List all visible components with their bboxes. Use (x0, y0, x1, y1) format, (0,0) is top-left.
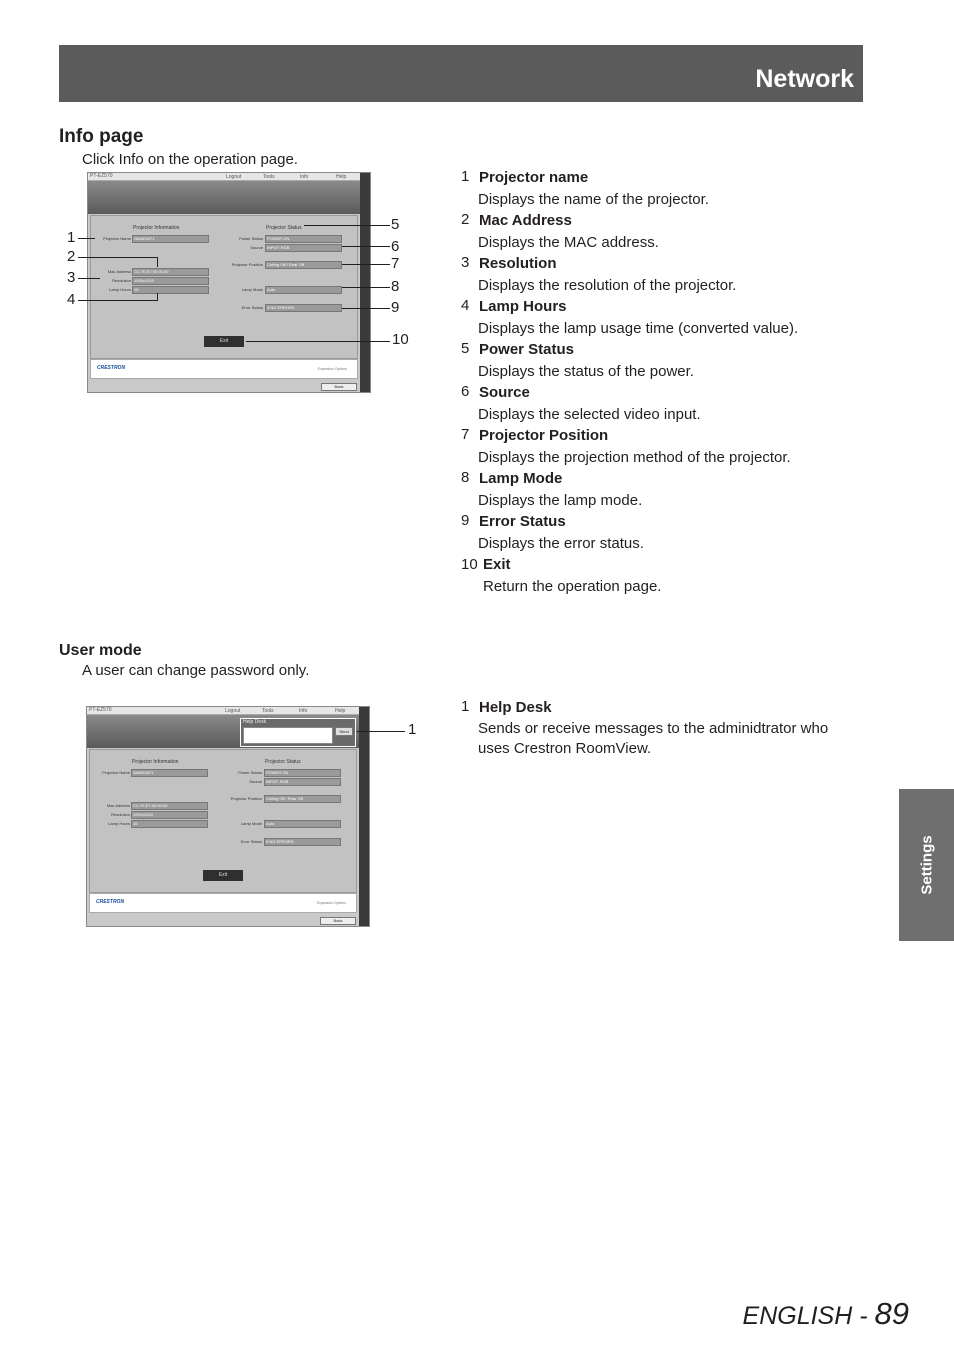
power-status-label: Power Status (238, 770, 262, 775)
back-button[interactable]: Back (321, 383, 357, 391)
menu-logout: Logout (225, 708, 241, 714)
item-7-num: 7 (461, 426, 470, 443)
back-button[interactable]: Back (320, 917, 356, 925)
expansion-options-link[interactable]: Expansion Options (317, 367, 347, 371)
mac-address-label: Mac Address (107, 269, 131, 274)
item-2-num: 2 (461, 211, 470, 228)
menu-info: Info (300, 174, 309, 180)
lamp-hours-field: 16 (132, 286, 209, 294)
screenshot-info-panel (90, 215, 358, 359)
screenshot-footer (89, 893, 357, 913)
projector-name-field: NAME4971 (132, 235, 209, 243)
power-status-field: POWER ON (264, 769, 341, 777)
source-field: INPUT: RGB (264, 778, 341, 786)
menu-tools: Tools (263, 174, 275, 180)
item-8-num: 8 (461, 469, 470, 486)
item-3-title: Resolution (479, 255, 557, 272)
resolution-label: Resolution (111, 812, 130, 817)
leader-line-8 (342, 287, 390, 288)
crestron-logo: CRESTRON (97, 365, 126, 371)
item-5-title: Power Status (479, 341, 575, 358)
item-1-desc: Displays the name of the projector. (478, 191, 709, 208)
resolution-field: 1920x1200 (131, 811, 208, 819)
item-6-title: Source (479, 384, 530, 401)
help-desk-num: 1 (461, 698, 470, 715)
model-label: PT-EZ570 (89, 707, 112, 713)
leader-line-9 (342, 308, 390, 309)
leader-line-5 (304, 225, 390, 226)
item-3-desc: Displays the resolution of the projector. (478, 277, 737, 294)
settings-side-tab-label: Settings (918, 835, 935, 895)
item-1-num: 1 (461, 168, 470, 185)
mac-address-field: CC:7E:E7:00:00:00 (132, 268, 209, 276)
section-title: Network (755, 65, 854, 93)
item-1-title: Projector name (479, 169, 589, 186)
item-2-desc: Displays the MAC address. (478, 234, 659, 251)
help-desk-message-input[interactable] (243, 727, 333, 744)
lamp-hours-field: 16 (131, 820, 208, 828)
item-5-desc: Displays the status of the power. (478, 363, 694, 380)
lamp-mode-label: Lamp Mode (240, 821, 262, 826)
item-7-title: Projector Position (479, 427, 609, 444)
callout-9: 9 (391, 299, 400, 316)
projector-status-title: Projector Status (265, 759, 301, 765)
item-4-title: Lamp Hours (479, 298, 567, 315)
screenshot-banner (88, 181, 370, 214)
mac-address-label: Mac Address (106, 803, 130, 808)
info-page-heading: Info page (59, 126, 144, 147)
screenshot-info-panel (89, 749, 357, 893)
callout-4: 4 (67, 291, 76, 308)
help-desk-title-text: Help Desk (479, 699, 552, 716)
footer-separator: - (852, 1302, 875, 1330)
callout-help-desk: 1 (408, 721, 417, 738)
leader-line-4b (157, 293, 158, 301)
item-5-num: 5 (461, 340, 470, 357)
callout-2: 2 (67, 248, 76, 265)
resolution-label: Resolution (112, 278, 131, 283)
item-4-num: 4 (461, 297, 470, 314)
user-mode-heading: User mode (59, 642, 142, 659)
leader-line-1 (78, 238, 95, 239)
menu-logout: Logout (226, 174, 242, 180)
info-page-screenshot (87, 172, 371, 393)
lamp-mode-field: Auto (265, 286, 342, 294)
item-9-num: 9 (461, 512, 470, 529)
callout-6: 6 (391, 238, 400, 255)
leader-line-6 (342, 246, 390, 247)
source-label: Source (250, 245, 263, 250)
item-8-desc: Displays the lamp mode. (478, 492, 643, 509)
help-desk-desc-line2: uses Crestron RoomView. (478, 740, 652, 757)
screenshot-footer (90, 359, 358, 379)
error-status-label: Error Status (241, 305, 263, 310)
header-band (59, 45, 863, 102)
callout-1: 1 (67, 229, 76, 246)
callout-3: 3 (67, 269, 76, 286)
callout-5: 5 (391, 216, 400, 233)
source-label: Source (249, 779, 262, 784)
settings-side-tab (899, 789, 954, 941)
item-10-title: Exit (483, 556, 511, 573)
leader-line-10 (246, 341, 390, 342)
projector-name-label: Projector Name (103, 236, 131, 241)
item-3-num: 3 (461, 254, 470, 271)
page-footer (743, 1296, 909, 1332)
power-status-field: POWER ON (265, 235, 342, 243)
footer-language: ENGLISH (742, 1302, 853, 1330)
item-9-desc: Displays the error status. (478, 535, 644, 552)
leader-line-3 (78, 278, 100, 279)
leader-line-help-desk (357, 731, 405, 732)
callout-7: 7 (391, 255, 400, 272)
item-2-title: Mac Address (479, 212, 572, 229)
screenshot-side-strip (360, 173, 370, 392)
projector-position-field: Ceiling Off / Rear Off (264, 795, 341, 803)
footer-page-number: 89 (874, 1296, 909, 1331)
exit-button[interactable]: Exit (203, 870, 243, 881)
exit-button[interactable]: Exit (204, 336, 244, 347)
item-8-title: Lamp Mode (479, 470, 563, 487)
projector-name-label: Projector Name (102, 770, 130, 775)
user-mode-screenshot (86, 706, 370, 927)
leader-line-4 (78, 300, 158, 301)
lamp-mode-label: Lamp Mode (241, 287, 263, 292)
help-desk-title: Help Desk (243, 719, 267, 725)
menu-info: Info (299, 708, 308, 714)
lamp-hours-label: Lamp Hours (108, 821, 130, 826)
expansion-options-link[interactable]: Expansion Options (316, 901, 346, 905)
item-6-desc: Displays the selected video input. (478, 406, 701, 423)
menu-tools: Tools (262, 708, 274, 714)
crestron-logo: CRESTRON (96, 899, 125, 905)
item-9-title: Error Status (479, 513, 566, 530)
source-field: INPUT: RGB (265, 244, 342, 252)
mac-address-field: CC:7E:E7:00:00:00 (131, 802, 208, 810)
power-status-label: Power Status (239, 236, 263, 241)
user-mode-intro: A user can change password only. (82, 662, 310, 679)
menu-help: Help (335, 708, 346, 714)
item-10-desc: Return the operation page. (483, 578, 662, 595)
screenshot-side-strip (359, 707, 369, 926)
help-desk-send-button[interactable]: Send (335, 727, 353, 736)
error-status-label: Error Status (240, 839, 262, 844)
item-7-desc: Displays the projection method of the projector. (478, 449, 791, 466)
projector-name-field: NAME4971 (131, 769, 208, 777)
leader-line-2 (78, 257, 158, 258)
leader-line-2b (157, 257, 158, 267)
info-page-intro: Click Info on the operation page. (82, 151, 298, 168)
projector-position-label: Projector Position (230, 796, 262, 801)
projector-position-field: Ceiling Off / Rear Off (265, 261, 342, 269)
callout-8: 8 (391, 278, 400, 295)
model-label: PT-EZ570 (90, 173, 113, 179)
projector-information-title: Projector Information (132, 759, 179, 765)
error-status-field: 0:NO ERRORS (264, 838, 341, 846)
projector-status-title: Projector Status (266, 225, 302, 231)
menu-help: Help (336, 174, 347, 180)
error-status-field: 0:NO ERRORS (265, 304, 342, 312)
leader-line-7 (342, 264, 390, 265)
lamp-mode-field: Auto (264, 820, 341, 828)
item-6-num: 6 (461, 383, 470, 400)
lamp-hours-label: Lamp Hours (109, 287, 131, 292)
help-desk-popup[interactable] (240, 718, 356, 747)
callout-10: 10 (392, 331, 409, 348)
item-4-desc: Displays the lamp usage time (converted value). (478, 320, 799, 337)
item-10-num: 10 (461, 556, 478, 573)
resolution-field: 1920x1200 (132, 277, 209, 285)
projector-position-label: Projector Position (231, 262, 263, 267)
projector-information-title: Projector Information (133, 225, 180, 231)
help-desk-desc-line1: Sends or receive messages to the adminidtrator who (478, 720, 829, 737)
